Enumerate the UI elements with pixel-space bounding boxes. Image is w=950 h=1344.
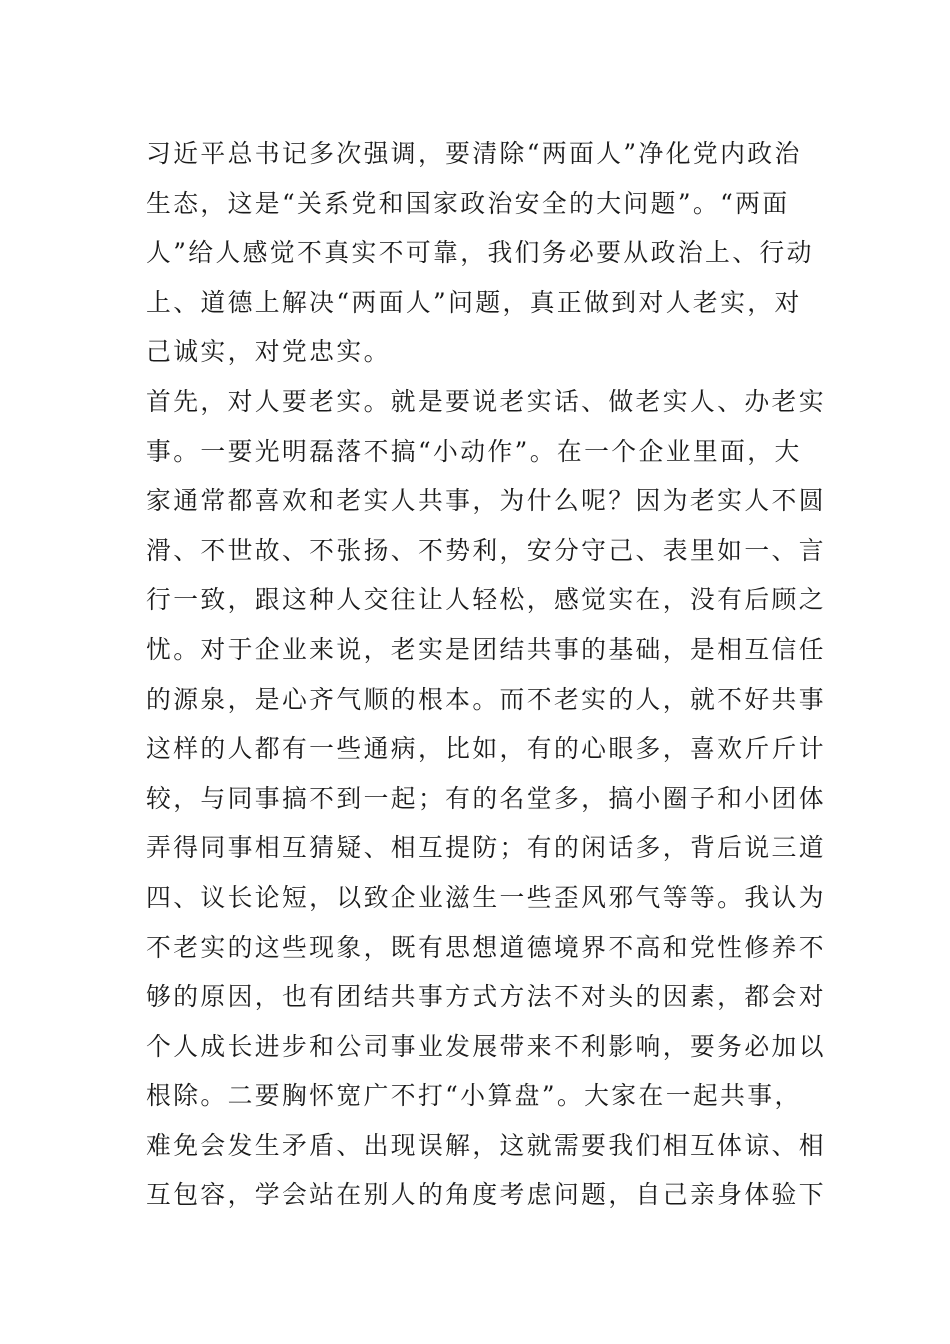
text-line: 行一致，跟这种人交往让人轻松，感觉实在，没有后顾之 <box>146 585 826 615</box>
text-line: 生态，这是“关系党和国家政治安全的大问题”。“两面 <box>146 188 790 218</box>
text-line: 人”给人感觉不真实不可靠，我们务必要从政治上、行动 <box>146 238 814 268</box>
text-line: 己诚实，对党忠实。 <box>146 337 391 367</box>
text-line: 难免会发生矛盾、出现误解，这就需要我们相互体谅、相 <box>146 1130 826 1160</box>
text-line: 弄得同事相互猜疑、相互提防；有的闲话多，背后说三道 <box>146 833 826 863</box>
text-line: 的源泉，是心齐气顺的根本。而不老实的人，就不好共事 <box>146 684 826 714</box>
text-line: 个人成长进步和公司事业发展带来不利影响，要务必加以 <box>146 1031 826 1061</box>
body-text <box>146 129 826 1220</box>
text-line: 够的原因，也有团结共事方式方法不对头的因素，都会对 <box>146 982 826 1012</box>
text-line: 不老实的这些现象，既有思想道德境界不高和党性修养不 <box>146 932 826 962</box>
text-line: 较，与同事搞不到一起；有的名堂多，搞小圈子和小团体 <box>146 783 826 813</box>
text-line: 首先，对人要老实。就是要说老实话、做老实人、办老实 <box>146 386 826 416</box>
text-line: 忧。对于企业来说，老实是团结共事的基础，是相互信任 <box>146 634 826 664</box>
text-line: 事。一要光明磊落不搞“小动作”。在一个企业里面，大 <box>146 436 802 466</box>
text-line: 这样的人都有一些通病，比如，有的心眼多，喜欢斤斤计 <box>146 734 826 764</box>
text-line: 四、议长论短，以致企业滋生一些歪风邪气等等。我认为 <box>146 882 826 912</box>
text-line: 家通常都喜欢和老实人共事，为什么呢？因为老实人不圆 <box>146 486 826 516</box>
text-line: 根除。二要胸怀宽广不打“小算盘”。大家在一起共事， <box>146 1081 802 1111</box>
text-line: 互包容，学会站在别人的角度考虑问题，自己亲身体验下 <box>146 1180 826 1210</box>
text-line: 上、道德上解决“两面人”问题，真正做到对人老实，对 <box>146 287 802 317</box>
text-line: 滑、不世故、不张扬、不势利，安分守己、表里如一、言 <box>146 535 826 565</box>
text-line: 习近平总书记多次强调，要清除“两面人”净化党内政治 <box>146 139 802 168</box>
